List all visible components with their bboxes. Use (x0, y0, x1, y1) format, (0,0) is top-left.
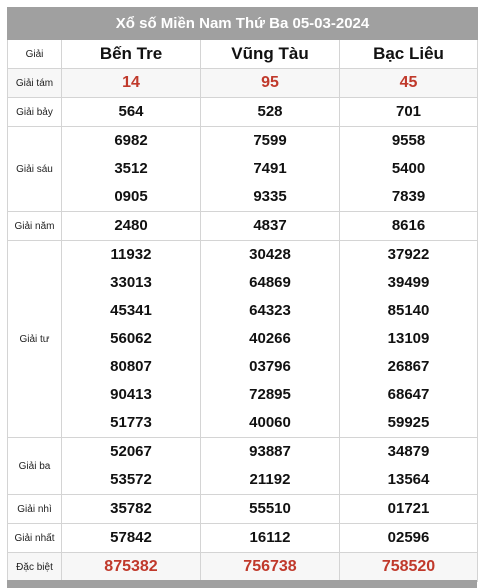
province-header-bac-lieu[interactable]: Bạc Liêu (340, 40, 478, 69)
prize-row (8, 98, 478, 127)
result-number: 8616 (391, 217, 426, 234)
prize-cell (62, 241, 201, 438)
result-number: 2480 (114, 217, 148, 234)
result-number: 14 (122, 74, 140, 91)
result-number: 52067 (110, 443, 152, 460)
result-number: 95 (261, 74, 279, 91)
result-number: 875382 (104, 558, 158, 575)
result-number: 59925 (387, 414, 430, 431)
prize-cell (62, 495, 201, 524)
result-number: 0905 (114, 188, 148, 205)
bottom-bar (7, 580, 477, 588)
result-number: 56062 (110, 330, 152, 347)
result-number: 5400 (391, 160, 426, 177)
result-number: 528 (257, 103, 283, 120)
prize-cell (201, 241, 340, 438)
prize-row (8, 495, 478, 524)
prize-row (8, 69, 478, 98)
prize-cell (340, 127, 478, 212)
result-number: 72895 (249, 386, 291, 403)
prize-row (8, 524, 478, 553)
result-number: 33013 (110, 274, 152, 291)
result-number: 39499 (387, 274, 430, 291)
result-number: 9558 (391, 132, 426, 149)
prize-label: Đặc biệt (8, 553, 62, 582)
result-number: 53572 (110, 471, 152, 488)
result-number: 55510 (249, 500, 291, 517)
prize-cell (201, 495, 340, 524)
result-number: 45 (399, 74, 418, 91)
prize-cell (340, 212, 478, 241)
prize-cell (340, 553, 478, 582)
header-row (8, 40, 478, 69)
prize-cell (340, 69, 478, 98)
prize-column-header: Giải (8, 40, 62, 69)
prize-label: Giải năm (8, 212, 62, 241)
province-header-vung-tau[interactable]: Vũng Tàu (201, 40, 340, 69)
prize-cell (340, 438, 478, 495)
result-number: 701 (395, 103, 422, 120)
prize-cell (201, 98, 340, 127)
prize-cell (62, 69, 201, 98)
page-title: Xổ số Miền Nam Thứ Ba 05-03-2024 (8, 8, 478, 40)
result-number: 11932 (110, 246, 152, 263)
result-number: 90413 (110, 386, 152, 403)
result-number: 7599 (253, 132, 287, 149)
result-number: 16112 (249, 529, 291, 546)
result-number: 01721 (387, 500, 430, 517)
result-number: 85140 (387, 302, 430, 319)
prize-label: Giải nhì (8, 495, 62, 524)
result-number: 26867 (387, 358, 430, 375)
result-number: 7491 (253, 160, 287, 177)
result-number: 40060 (249, 414, 291, 431)
prize-row (8, 127, 478, 212)
result-number: 21192 (249, 471, 291, 488)
prize-row (8, 212, 478, 241)
result-number: 45341 (110, 302, 152, 319)
result-number: 756738 (243, 558, 297, 575)
prize-label: Giải sáu (8, 127, 62, 212)
prize-label: Giải bảy (8, 98, 62, 127)
title-row (8, 8, 478, 40)
result-number: 93887 (249, 443, 291, 460)
prize-cell (201, 553, 340, 582)
result-number: 13564 (387, 471, 430, 488)
result-number: 02596 (387, 529, 430, 546)
lottery-results-table (7, 7, 478, 582)
result-number: 6982 (114, 132, 148, 149)
result-number: 80807 (110, 358, 152, 375)
result-number: 37922 (387, 246, 430, 263)
prize-label: Giải ba (8, 438, 62, 495)
result-number: 34879 (387, 443, 430, 460)
prize-label: Giải nhất (8, 524, 62, 553)
prize-cell (62, 524, 201, 553)
result-number: 564 (118, 103, 144, 120)
result-number: 57842 (110, 529, 152, 546)
prize-cell (62, 553, 201, 582)
prize-row (8, 438, 478, 495)
prize-cell (340, 524, 478, 553)
prize-cell (62, 98, 201, 127)
result-number: 64869 (249, 274, 291, 291)
result-number: 3512 (114, 160, 148, 177)
prize-cell (340, 98, 478, 127)
result-number: 51773 (110, 414, 152, 431)
result-number: 68647 (387, 386, 430, 403)
prize-cell (201, 69, 340, 98)
prize-cell (201, 524, 340, 553)
result-number: 03796 (249, 358, 291, 375)
result-number: 7839 (391, 188, 426, 205)
result-number: 13109 (387, 330, 430, 347)
result-number: 64323 (249, 302, 291, 319)
prize-cell (201, 438, 340, 495)
prize-label: Giải tám (8, 69, 62, 98)
province-header-ben-tre[interactable]: Bến Tre (62, 40, 201, 69)
result-number: 35782 (110, 500, 152, 517)
prize-cell (62, 438, 201, 495)
prize-cell (201, 212, 340, 241)
prize-cell (340, 495, 478, 524)
prize-cell (62, 127, 201, 212)
result-number: 40266 (249, 330, 291, 347)
result-number: 758520 (381, 558, 436, 575)
prize-cell (62, 212, 201, 241)
result-number: 4837 (253, 217, 287, 234)
prize-row (8, 553, 478, 582)
prize-label: Giải tư (8, 241, 62, 438)
result-number: 9335 (253, 188, 287, 205)
prize-cell (201, 127, 340, 212)
prize-cell (340, 241, 478, 438)
prize-row (8, 241, 478, 438)
result-number: 30428 (249, 246, 291, 263)
